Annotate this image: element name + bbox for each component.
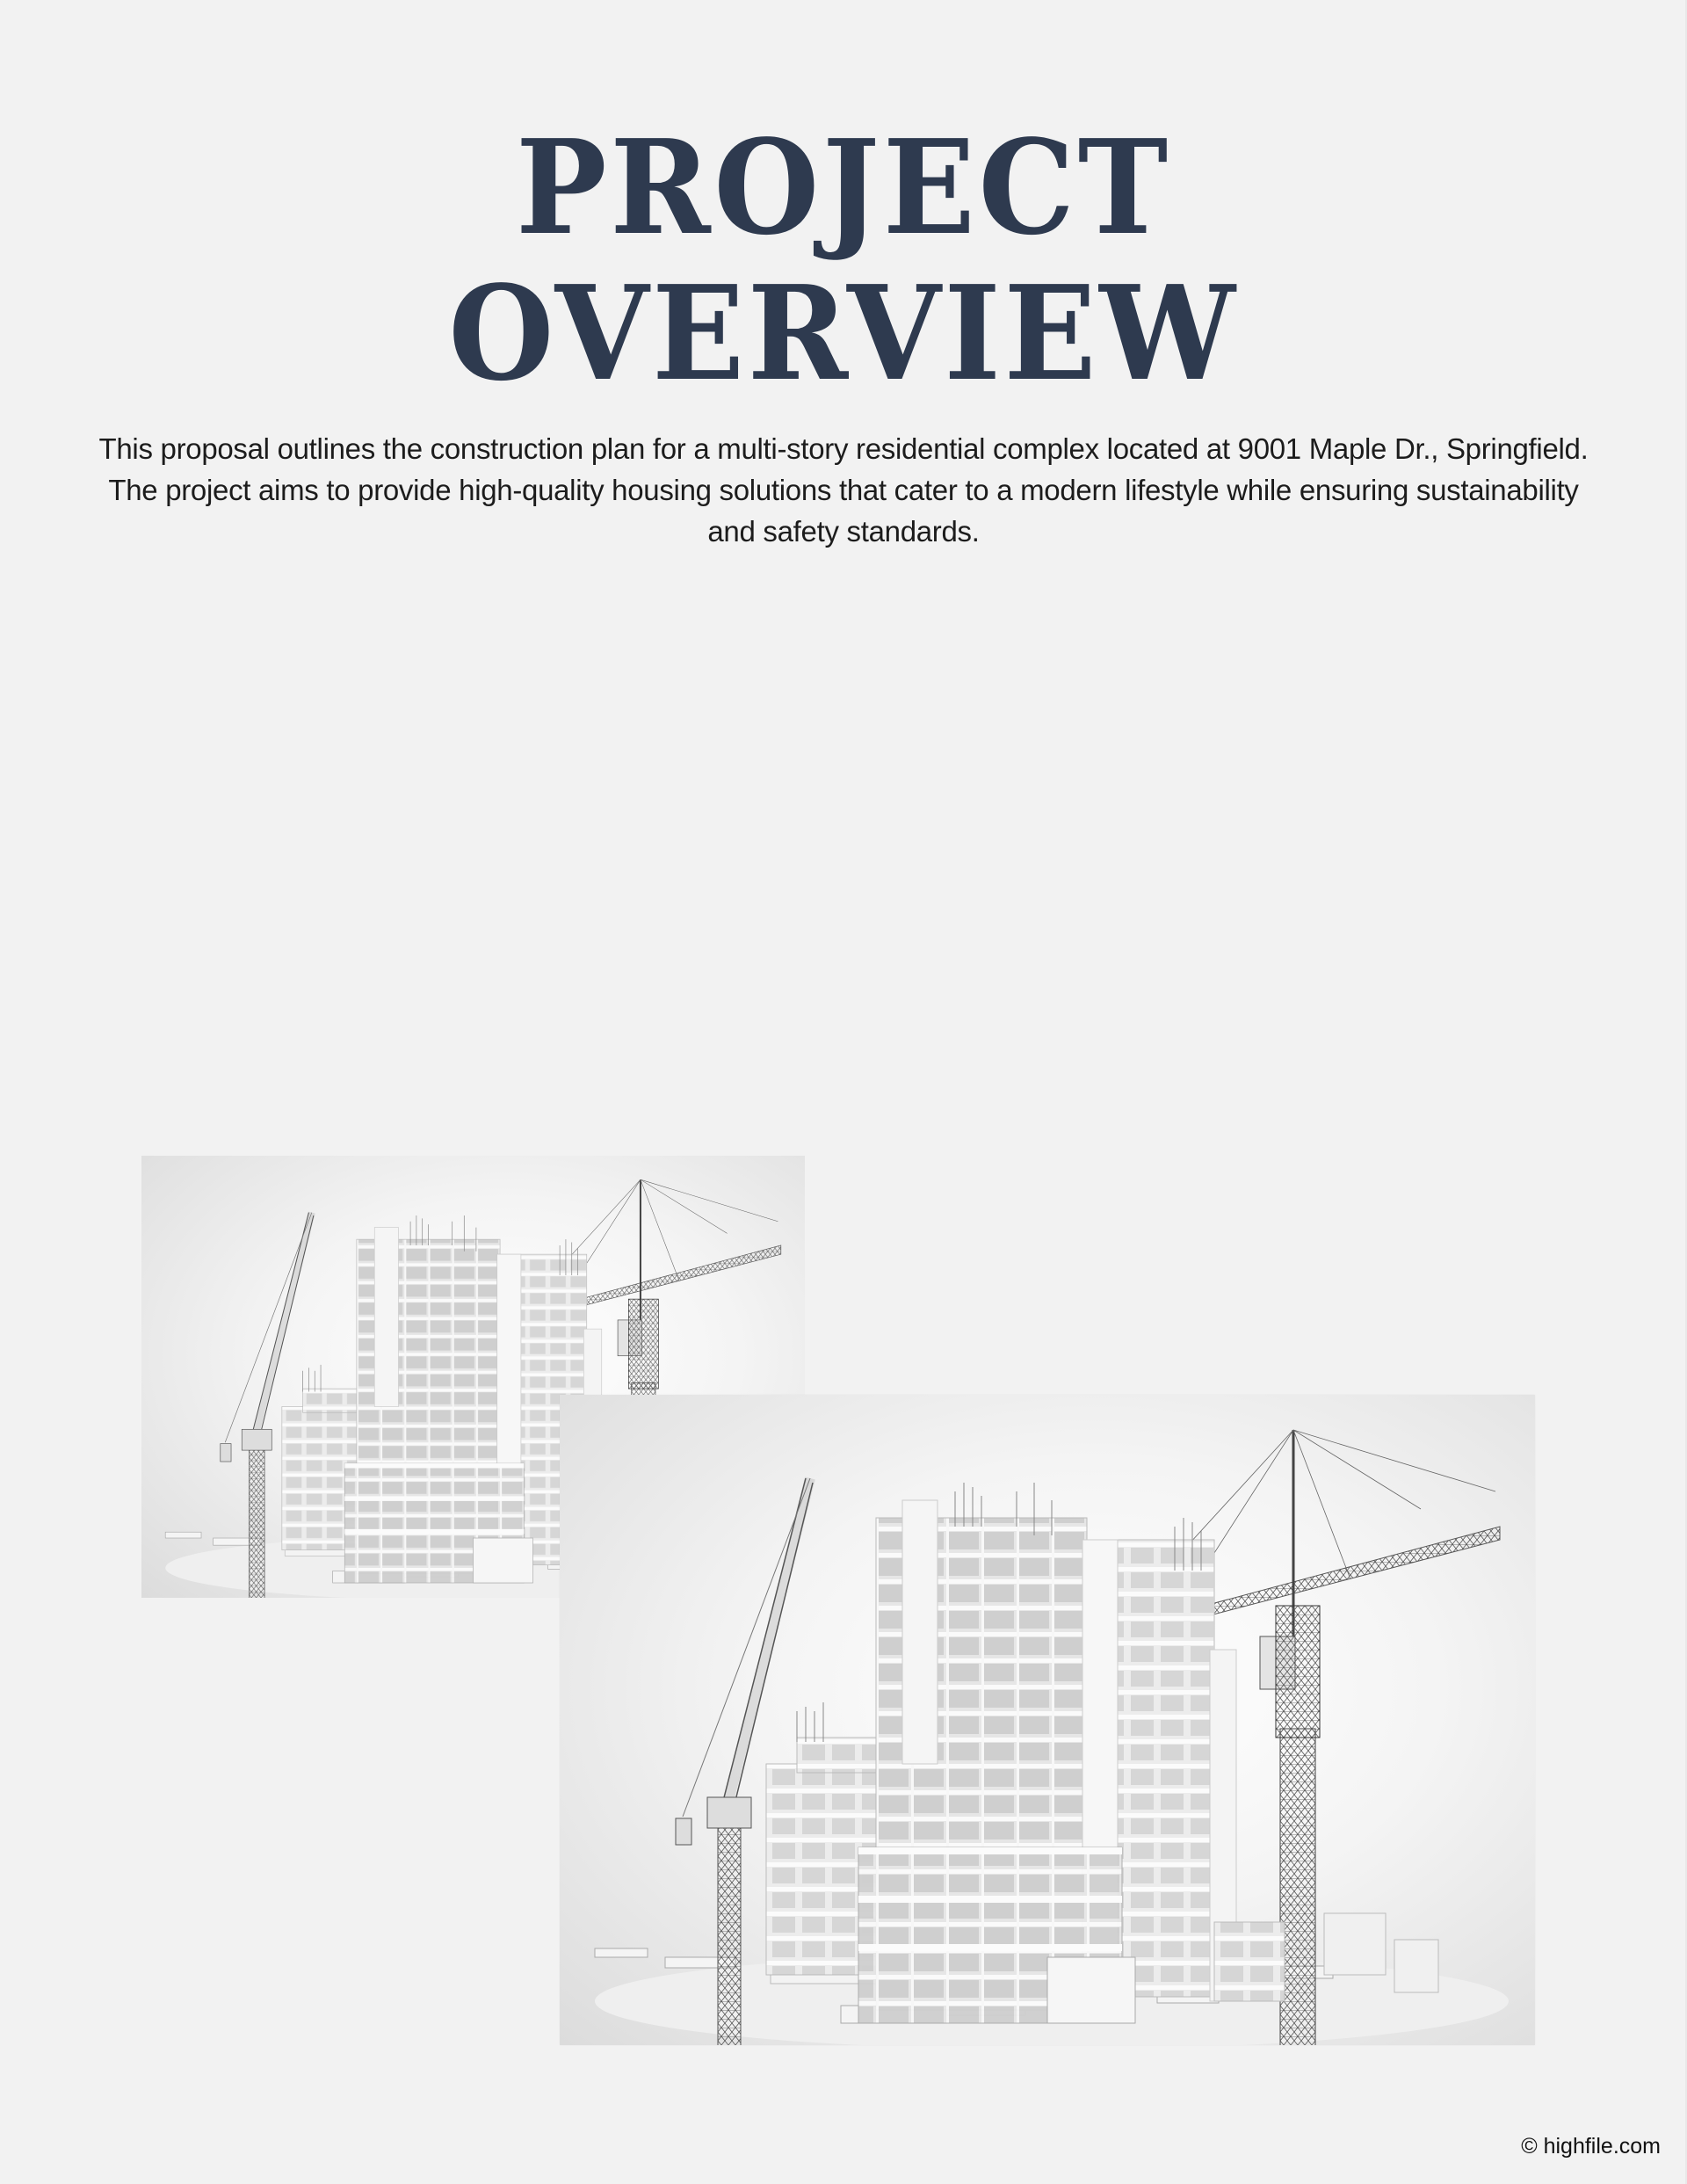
page-title-line-1: PROJECT <box>516 111 1171 264</box>
page-title-line-2: OVERVIEW <box>448 257 1239 410</box>
construction-site-photo-large <box>560 1395 1535 2045</box>
building-cranes-illustration-icon <box>560 1395 1535 2045</box>
intro-paragraph: This proposal outlines the construction plan for a multi-story residential complex located at 9001 Maple Dr., Springfield. The project aims to provide high-quality housing solutions that cater to a modern lifestyle while ensuring sustainability and safety standards. <box>98 432 1589 548</box>
page-title <box>59 111 1628 410</box>
copyright-footer: © highfile.com <box>1521 2134 1661 2159</box>
